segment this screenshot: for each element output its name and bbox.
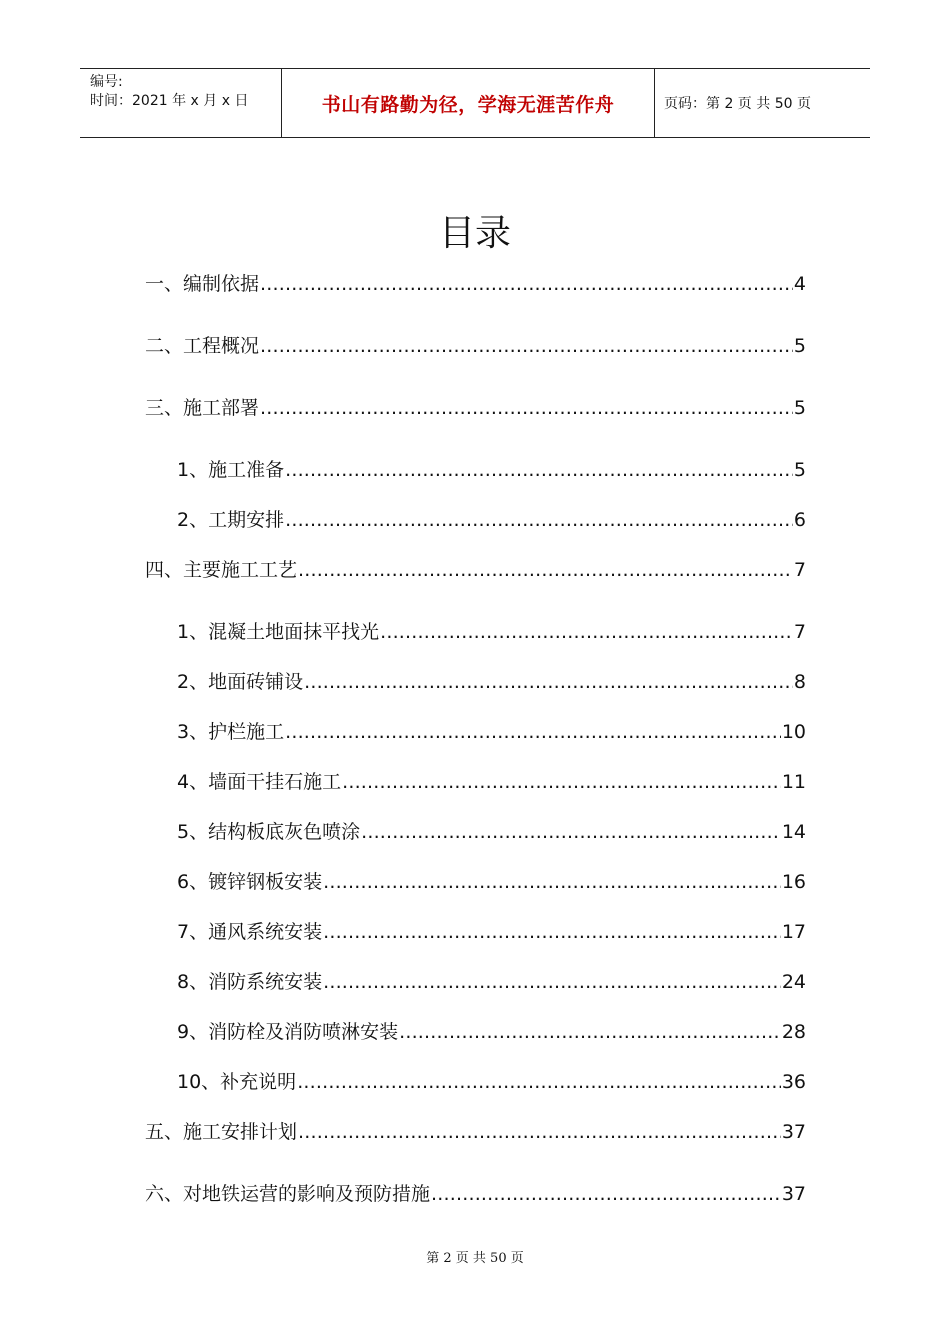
- toc-leader-dots: [260, 396, 793, 420]
- toc-leader-dots: [399, 1020, 781, 1044]
- toc-entry-label: 7、通风系统安装: [177, 921, 323, 943]
- toc-entry-label: 8、消防系统安装: [177, 971, 323, 993]
- toc-entry-label: 10、补充说明: [177, 1071, 297, 1093]
- page-header: [80, 68, 870, 138]
- toc-entry[interactable]: [145, 396, 806, 420]
- toc-entry-page: 11: [781, 771, 806, 793]
- page-title: 目录: [438, 213, 511, 254]
- toc-entry-page: 6: [793, 509, 806, 531]
- toc-entry-label: 一、编制依据: [145, 273, 260, 295]
- toc-entry-label: 二、工程概况: [145, 335, 260, 357]
- toc-leader-dots: [342, 770, 781, 794]
- toc-entry-page: 5: [793, 397, 806, 419]
- toc-entry-label: 3、护栏施工: [177, 721, 285, 743]
- toc-leader-dots: [323, 920, 781, 944]
- time-label: 时间：2021 年 x 月 x 日: [90, 93, 249, 109]
- toc-leader-dots: [297, 1070, 781, 1094]
- toc-entry-label: 2、工期安排: [177, 509, 285, 531]
- toc-leader-dots: [260, 334, 793, 358]
- toc-entry-page: 5: [793, 335, 806, 357]
- toc-leader-dots: [361, 820, 781, 844]
- toc-leader-dots: [285, 720, 781, 744]
- toc-entry[interactable]: [145, 1120, 806, 1144]
- toc-entry-page: 37: [781, 1183, 806, 1205]
- toc-entry[interactable]: [177, 458, 806, 482]
- toc-entry-page: 16: [781, 871, 806, 893]
- toc-entry[interactable]: [177, 870, 806, 894]
- toc-leader-dots: [285, 458, 793, 482]
- toc-entry-label: 三、施工部署: [145, 397, 260, 419]
- toc-leader-dots: [380, 620, 793, 644]
- toc-entry-label: 1、施工准备: [177, 459, 285, 481]
- toc-entry-label: 四、主要施工工艺: [145, 559, 298, 581]
- toc-entry-page: 17: [781, 921, 806, 943]
- toc-entry-page: 8: [793, 671, 806, 693]
- toc-entry[interactable]: [177, 820, 806, 844]
- number-label: 编号:: [90, 74, 123, 90]
- toc-entry[interactable]: [145, 1182, 806, 1206]
- toc-entry[interactable]: [177, 720, 806, 744]
- toc-entry-page: 37: [781, 1121, 806, 1143]
- toc-entry[interactable]: [145, 334, 806, 358]
- header-page-cell: [655, 69, 870, 137]
- header-info-cell: [80, 69, 282, 137]
- toc-leader-dots: [260, 272, 793, 296]
- motto-text: 书山有路勤为径，学海无涯苦作舟: [321, 93, 615, 116]
- toc-entry[interactable]: [177, 920, 806, 944]
- toc-entry-page: 28: [781, 1021, 806, 1043]
- toc-entry-page: 7: [793, 559, 806, 581]
- toc-entry-label: 2、地面砖铺设: [177, 671, 304, 693]
- toc-leader-dots: [298, 558, 793, 582]
- toc-entry-page: 24: [781, 971, 806, 993]
- toc-leader-dots: [298, 1120, 781, 1144]
- toc-entry-label: 4、墙面干挂石施工: [177, 771, 342, 793]
- toc-entry-label: 六、对地铁运营的影响及预防措施: [145, 1183, 431, 1205]
- toc-entry-page: 36: [781, 1071, 806, 1093]
- toc-entry-label: 6、镀锌钢板安装: [177, 871, 323, 893]
- toc-entry-page: 10: [781, 721, 806, 743]
- toc-leader-dots: [431, 1182, 781, 1206]
- toc-leader-dots: [323, 870, 781, 894]
- toc-entry[interactable]: [177, 620, 806, 644]
- toc-leader-dots: [304, 670, 793, 694]
- toc-entry-page: 5: [793, 459, 806, 481]
- toc-leader-dots: [323, 970, 781, 994]
- toc-entry[interactable]: [177, 970, 806, 994]
- toc-entry[interactable]: [177, 1020, 806, 1044]
- toc-entry-page: 14: [781, 821, 806, 843]
- toc-entry-page: 4: [793, 273, 806, 295]
- header-motto-cell: [282, 69, 655, 137]
- toc-entry-page: 7: [793, 621, 806, 643]
- toc-leader-dots: [285, 508, 793, 532]
- toc-entry[interactable]: [177, 770, 806, 794]
- toc-entry[interactable]: [177, 508, 806, 532]
- toc-entry-label: 五、施工安排计划: [145, 1121, 298, 1143]
- toc-entry-label: 1、混凝土地面抹平找光: [177, 621, 380, 643]
- toc-entry[interactable]: [145, 558, 806, 582]
- page-info: 页码：第 2 页 共 50 页: [664, 96, 811, 112]
- toc-entry[interactable]: [177, 1070, 806, 1094]
- toc-entry-label: 9、消防栓及消防喷淋安装: [177, 1021, 399, 1043]
- toc-entry-label: 5、结构板底灰色喷涂: [177, 821, 361, 843]
- toc-entry[interactable]: [145, 272, 806, 296]
- toc-entry[interactable]: [177, 670, 806, 694]
- page-footer: 第 2 页 共 50 页: [426, 1251, 524, 1266]
